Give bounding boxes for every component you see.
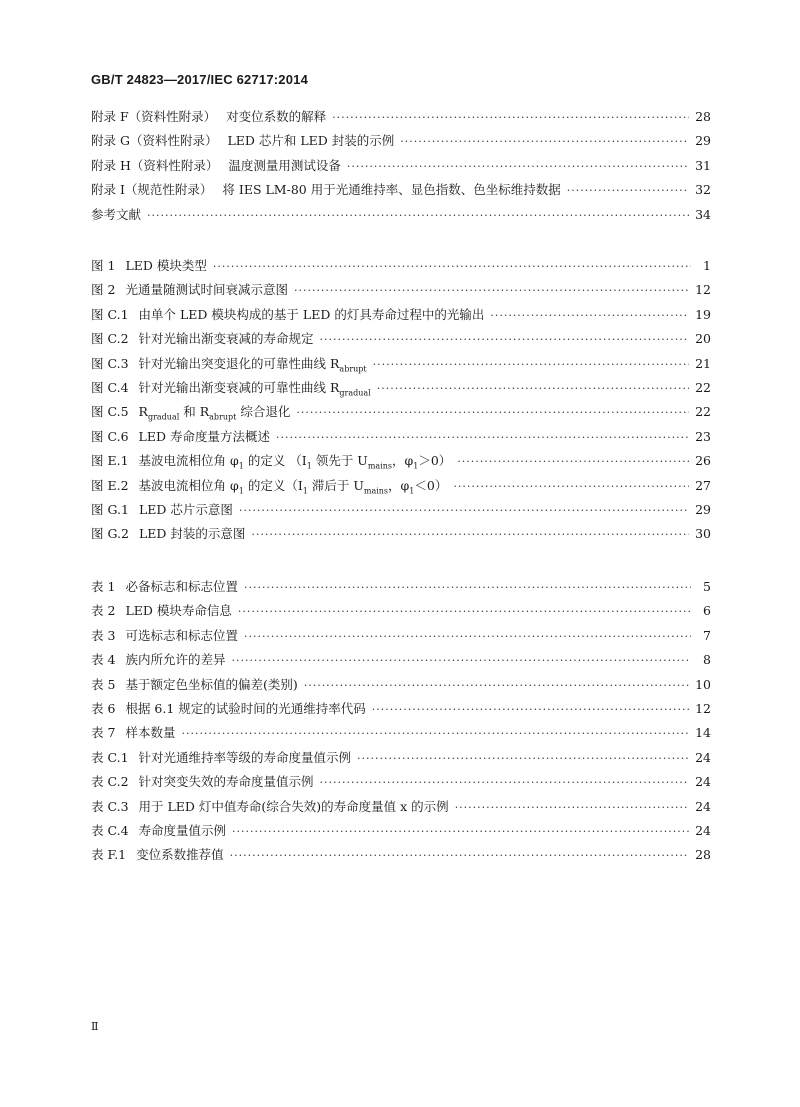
toc-entry-page: 19 xyxy=(695,306,711,322)
toc-appendix-row[interactable] xyxy=(91,205,711,229)
toc-dot-leader xyxy=(567,184,689,197)
toc-tables-list xyxy=(91,577,711,870)
toc-figures-list xyxy=(91,256,711,549)
toc-entry-title xyxy=(115,601,231,619)
toc-dot-leader xyxy=(213,260,691,273)
toc-entry-title-part: 样本数量 xyxy=(125,725,176,741)
toc-dot-leader xyxy=(294,284,689,297)
document-code-header: GB/T 24823—2017/IEC 62717:2014 xyxy=(91,72,309,87)
toc-entry-title xyxy=(129,354,367,374)
toc-entry-title-part: 根据 6.1 规定的试验时间的光通维持率代码 xyxy=(125,700,366,716)
toc-entry-subscript: mains xyxy=(363,486,389,496)
toc-entry-title-part: 族内所允许的差异 xyxy=(125,652,226,668)
toc-entry-title-part: 可选标志和标志位置 xyxy=(125,627,238,643)
toc-entry-label: 图 C.4 xyxy=(91,379,129,395)
toc-entry-page: 21 xyxy=(695,355,711,371)
toc-entry-title-part: 寿命度量值示例 xyxy=(138,822,227,838)
toc-dot-leader xyxy=(304,679,689,692)
toc-entry-page: 10 xyxy=(695,676,711,692)
toc-entry-page: 1 xyxy=(703,258,711,273)
toc-entry-title-part: 滞后于 U xyxy=(307,477,364,493)
toc-entry-label: 图 C.5 xyxy=(91,404,129,420)
toc-entry-subscript: 1 xyxy=(413,461,419,471)
toc-entry-title-part: 基于额定色坐标值的偏差(类别) xyxy=(125,676,298,692)
toc-entry-title xyxy=(129,329,314,347)
toc-entry-label: 表 F.1 xyxy=(91,847,127,863)
toc-entry-title-part: 将 IES LM-80 用于光通维持率、显色指数、色坐标维持数据 xyxy=(222,182,561,198)
toc-entry-label: 图 2 xyxy=(91,282,116,298)
toc-entry-label: 图 C.2 xyxy=(91,331,129,347)
toc-entry-label: 表 3 xyxy=(91,627,116,643)
toc-entry-page: 29 xyxy=(695,501,711,517)
toc-dot-leader xyxy=(244,630,691,643)
toc-table-row[interactable] xyxy=(91,626,711,650)
toc-dot-leader xyxy=(400,135,689,148)
toc-figure-row[interactable] xyxy=(91,280,711,304)
toc-entry-page: 28 xyxy=(695,847,711,863)
toc-entry-page: 23 xyxy=(695,428,711,444)
toc-figure-row[interactable] xyxy=(91,329,711,353)
toc-entry-title xyxy=(129,402,291,422)
toc-dot-leader xyxy=(147,209,689,222)
toc-entry-label: 图 G.2 xyxy=(91,526,129,542)
toc-table-row[interactable] xyxy=(91,601,711,625)
toc-entry-subscript: 1 xyxy=(409,486,415,496)
toc-entry-label: 表 1 xyxy=(91,579,116,594)
toc-entry-title-part: 光通量随测试时间衰减示意图 xyxy=(125,282,288,298)
toc-entry-title-part: ，φ xyxy=(388,477,410,493)
toc-entry-title xyxy=(216,107,326,125)
toc-entry-subscript: mains xyxy=(367,461,392,471)
toc-entry-label: 附录 F（资料性附录） xyxy=(91,109,217,124)
toc-figure-row[interactable] xyxy=(91,451,711,475)
toc-dot-leader xyxy=(181,727,689,740)
toc-dot-leader xyxy=(296,406,689,419)
toc-entry-label: 表 C.2 xyxy=(91,774,129,790)
toc-entry-title-part: 针对光输出突变退化的可靠性曲线 R xyxy=(138,355,340,371)
toc-dot-leader xyxy=(232,825,689,838)
toc-entry-page: 32 xyxy=(695,182,711,198)
toc-entry-title xyxy=(115,699,365,717)
toc-entry-label: 附录 I（规范性附录） xyxy=(91,182,213,198)
toc-dot-leader xyxy=(347,160,689,173)
toc-entry-page: 24 xyxy=(695,749,711,765)
toc-entry-title-part: ＜0） xyxy=(414,477,448,493)
toc-dot-leader xyxy=(372,703,689,716)
toc-figure-row[interactable] xyxy=(91,476,711,500)
toc-entry-title-part: LED 模块寿命信息 xyxy=(125,603,232,619)
toc-entry-title-part: 变位系数推荐值 xyxy=(136,847,224,863)
toc-entry-subscript: 1 xyxy=(238,486,244,496)
toc-entry-page: 34 xyxy=(695,206,711,222)
toc-table-row[interactable] xyxy=(91,797,711,821)
toc-dot-leader xyxy=(453,480,689,493)
toc-dot-leader xyxy=(357,752,689,765)
toc-figure-row[interactable] xyxy=(91,500,711,524)
toc-entry-title xyxy=(115,650,225,668)
toc-figure-row[interactable] xyxy=(91,427,711,451)
toc-entry-title xyxy=(115,675,297,693)
toc-entry-label: 表 6 xyxy=(91,700,116,716)
toc-entry-title xyxy=(129,451,452,471)
toc-table-row[interactable] xyxy=(91,699,711,723)
toc-dot-leader xyxy=(238,605,691,618)
toc-entry-title-part: 针对光通维持率等级的寿命度量值示例 xyxy=(138,749,352,765)
toc-table-row[interactable] xyxy=(91,675,711,699)
toc-entry-subscript: 1 xyxy=(306,461,312,471)
toc-entry-title xyxy=(126,845,224,863)
toc-entry-title-part: 针对光输出渐变衰减的寿命规定 xyxy=(138,331,314,347)
toc-table-row[interactable] xyxy=(91,577,711,601)
toc-entry-page: 5 xyxy=(703,579,711,594)
toc-entry-page: 24 xyxy=(695,798,711,814)
toc-entry-label: 附录 G（资料性附录） xyxy=(91,133,218,149)
toc-entry-subscript: gradual xyxy=(147,412,180,422)
toc-appendix-row[interactable] xyxy=(91,107,711,131)
toc-entry-title-part: LED 模块类型 xyxy=(125,258,207,273)
toc-entry-title xyxy=(129,797,449,815)
toc-entry-title-part: 针对光输出渐变衰减的可靠性曲线 R xyxy=(138,379,340,395)
toc-figure-row[interactable] xyxy=(91,305,711,329)
toc-entry-title-part: 领先于 U xyxy=(311,453,368,469)
toc-figure-row[interactable] xyxy=(91,256,711,280)
toc-entry-page: 29 xyxy=(695,133,711,149)
toc-entry-title xyxy=(129,772,314,790)
toc-entry-title-part: 对变位系数的解释 xyxy=(226,109,327,124)
toc-entry-title-part: 由单个 LED 模块构成的基于 LED 的灯具寿命过程中的光输出 xyxy=(138,306,485,322)
toc-dot-leader xyxy=(490,309,689,322)
toc-table-row[interactable] xyxy=(91,845,711,869)
toc-entry-subscript: 1 xyxy=(238,461,244,471)
toc-entry-label: 图 E.1 xyxy=(91,453,129,469)
toc-entry-label: 表 5 xyxy=(91,676,116,692)
toc-dot-leader xyxy=(244,581,691,594)
toc-entry-label: 图 E.2 xyxy=(91,477,129,493)
toc-entry-page: 22 xyxy=(695,379,711,395)
toc-entry-title xyxy=(115,723,175,741)
page-number: Ⅱ xyxy=(91,1020,99,1033)
toc-entry-label: 表 2 xyxy=(91,603,116,619)
toc-table-row[interactable] xyxy=(91,821,711,845)
toc-entry-title-part: 温度测量用测试设备 xyxy=(228,157,341,173)
toc-entry-title-part: LED 芯片和 LED 封装的示例 xyxy=(227,133,395,149)
toc-entry-title-part: LED 封装的示意图 xyxy=(138,526,246,542)
toc-entry-subscript: abrupt xyxy=(339,364,367,374)
toc-entry-subscript: 1 xyxy=(302,486,308,496)
toc-entry-title xyxy=(129,524,245,542)
toc-entry-title xyxy=(115,280,288,298)
toc-entry-title-part: 基波电流相位角 φ xyxy=(138,477,239,493)
toc-entry-title-part: 的定义（I xyxy=(243,477,303,493)
toc-entry-title xyxy=(129,500,233,518)
toc-entry-title xyxy=(129,305,485,323)
toc-entry-page: 6 xyxy=(703,603,711,619)
toc-entry-title xyxy=(115,577,238,595)
toc-entry-label: 图 C.6 xyxy=(91,428,129,444)
toc-entry-title xyxy=(129,748,352,766)
toc-dot-leader xyxy=(230,849,689,862)
toc-entry-title-part: 必备标志和标志位置 xyxy=(125,579,238,594)
toc-entry-page: 7 xyxy=(703,627,711,643)
toc-entry-page: 30 xyxy=(695,526,711,542)
toc-dot-leader xyxy=(377,382,689,395)
toc-entry-label: 附录 H（资料性附录） xyxy=(91,157,219,173)
toc-dot-leader xyxy=(373,358,689,371)
toc-figure-row[interactable] xyxy=(91,402,711,426)
toc-appendix-row[interactable] xyxy=(91,131,711,155)
toc-entry-title-part: ，φ xyxy=(392,453,414,469)
toc-entry-page: 31 xyxy=(695,157,711,173)
toc-entry-label: 表 C.1 xyxy=(91,749,129,765)
toc-entry-title-part: 基波电流相位角 φ xyxy=(138,453,239,469)
toc-entry-title xyxy=(129,821,227,839)
toc-entry-label: 参考文献 xyxy=(91,206,142,222)
toc-dot-leader xyxy=(320,333,690,346)
toc-entry-title-part: ＞0） xyxy=(418,453,452,469)
toc-table-row[interactable] xyxy=(91,723,711,747)
toc-entry-title-part: R xyxy=(138,404,148,420)
toc-table-row[interactable] xyxy=(91,748,711,772)
toc-table-row[interactable] xyxy=(91,650,711,674)
toc-figure-row[interactable] xyxy=(91,378,711,402)
toc-entry-label: 表 C.4 xyxy=(91,822,129,838)
toc-entry-title xyxy=(115,626,238,644)
toc-dot-leader xyxy=(455,801,689,814)
toc-entry-title-part: 针对突变失效的寿命度量值示例 xyxy=(138,774,314,790)
toc-entry-subscript: gradual xyxy=(339,388,371,398)
toc-entry-page: 8 xyxy=(703,652,711,668)
toc-entry-page: 14 xyxy=(695,725,711,741)
toc-entry-page: 20 xyxy=(695,331,711,347)
toc-entry-title-part: LED 芯片示意图 xyxy=(138,501,233,517)
toc-appendices-list xyxy=(91,107,711,229)
toc-entry-label: 表 C.3 xyxy=(91,798,129,814)
toc-entry-label: 图 G.1 xyxy=(91,501,129,517)
toc-entry-title xyxy=(129,378,371,398)
toc-appendix-row[interactable] xyxy=(91,180,711,204)
toc-entry-page: 27 xyxy=(695,477,711,493)
toc-entry-page: 12 xyxy=(695,282,711,298)
toc-entry-title xyxy=(218,156,341,174)
toc-dot-leader xyxy=(276,431,689,444)
toc-dot-leader xyxy=(251,528,689,541)
toc-dot-leader xyxy=(231,654,691,667)
toc-entry-title-part: 和 R xyxy=(179,404,210,420)
toc-entry-title xyxy=(115,256,206,274)
toc-entry-page: 12 xyxy=(695,700,711,716)
toc-entry-label: 图 C.1 xyxy=(91,306,129,322)
toc-figure-row[interactable] xyxy=(91,524,711,548)
toc-entry-title-part: 综合退化 xyxy=(236,404,291,420)
toc-figure-row[interactable] xyxy=(91,354,711,378)
toc-entry-page: 22 xyxy=(695,404,711,420)
toc-entry-label: 表 7 xyxy=(91,725,116,741)
toc-table-row[interactable] xyxy=(91,772,711,796)
toc-entry-title xyxy=(212,180,560,198)
toc-dot-leader xyxy=(239,504,689,517)
toc-entry-page: 28 xyxy=(695,109,711,124)
toc-entry-label: 图 C.3 xyxy=(91,355,129,371)
toc-dot-leader xyxy=(332,111,689,124)
toc-entry-page: 26 xyxy=(695,453,711,469)
toc-entry-page: 24 xyxy=(695,822,711,838)
toc-dot-leader xyxy=(320,776,690,789)
toc-entry-title xyxy=(129,476,448,496)
toc-dot-leader xyxy=(457,455,689,468)
toc-entry-subscript: abrupt xyxy=(209,412,237,422)
toc-entry-title-part: LED 寿命度量方法概述 xyxy=(138,428,270,444)
toc-entry-title xyxy=(217,131,394,149)
toc-entry-page: 24 xyxy=(695,774,711,790)
toc-entry-title-part: 用于 LED 灯中值寿命(综合失效)的寿命度量值 x 的示例 xyxy=(138,798,449,814)
toc-appendix-row[interactable] xyxy=(91,156,711,180)
toc-entry-label: 表 4 xyxy=(91,652,116,668)
toc-entry-title xyxy=(129,427,270,445)
toc-entry-title-part: 的定义 （I xyxy=(243,453,307,469)
toc-entry-label: 图 1 xyxy=(91,258,116,273)
